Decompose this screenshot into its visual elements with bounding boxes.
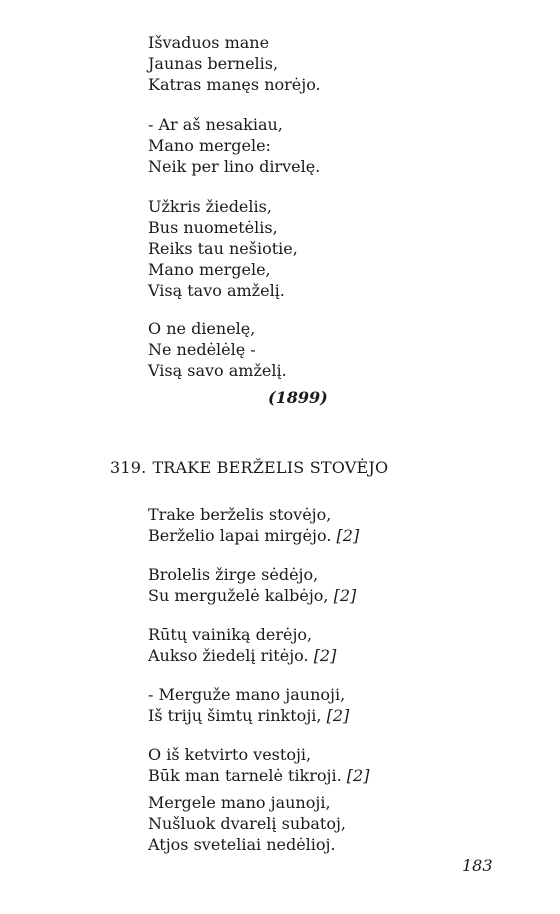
poem-stanza-4 bbox=[148, 318, 287, 381]
verse-line: Katras manęs norėjo. bbox=[148, 75, 321, 94]
song-stanza-2 bbox=[148, 564, 356, 606]
refrain-mark: [2] bbox=[313, 646, 337, 665]
verse-line: Visą tavo amželį. bbox=[148, 281, 285, 300]
page-number: 183 bbox=[462, 856, 493, 875]
verse-line: Jaunas bernelis, bbox=[148, 54, 279, 73]
poem-stanza-2 bbox=[148, 114, 320, 177]
verse-line: Nušluok dvarelį subatoj, bbox=[148, 814, 347, 833]
song-title-text: TRAKE BERŽELIS STOVĖJO bbox=[152, 458, 389, 477]
verse-line: Rūtų vainiką derėjo, bbox=[148, 625, 313, 644]
verse-line: Atjos sveteliai nedėlioj. bbox=[148, 835, 336, 854]
verse-line: Būk man tarnelė tikroji. [2] bbox=[148, 766, 370, 785]
song-stanza-5 bbox=[148, 744, 369, 786]
verse-line: Mergele mano jaunoji, bbox=[148, 793, 331, 812]
verse-line: Mano mergele: bbox=[148, 136, 271, 155]
refrain-mark: [2] bbox=[336, 526, 360, 545]
refrain-mark: [2] bbox=[346, 766, 370, 785]
verse-line: Aukso žiedelį ritėjo. [2] bbox=[148, 646, 337, 665]
verse-line: Ne nedėlėlę - bbox=[148, 340, 256, 359]
poem-stanza-3 bbox=[148, 196, 298, 301]
verse-line: Užkris žiedelis, bbox=[148, 197, 272, 216]
verse-line: - Merguže mano jaunoji, bbox=[148, 685, 346, 704]
song-stanza-3 bbox=[148, 624, 336, 666]
verse-line: Išvaduos mane bbox=[148, 33, 270, 52]
song-stanza-4 bbox=[148, 684, 349, 726]
song-title bbox=[110, 458, 388, 477]
verse-line: Visą savo amželį. bbox=[148, 361, 287, 380]
song-stanza-6 bbox=[148, 792, 346, 855]
poem-year: (1899) bbox=[268, 388, 328, 407]
refrain-mark: [2] bbox=[326, 706, 350, 725]
verse-line: Su merguželė kalbėjo, [2] bbox=[148, 586, 357, 605]
refrain-mark: [2] bbox=[333, 586, 357, 605]
verse-line: O ne dienelę, bbox=[148, 319, 256, 338]
verse-line: Mano mergele, bbox=[148, 260, 271, 279]
song-number: 319. bbox=[110, 458, 147, 477]
verse-line: - Ar aš nesakiau, bbox=[148, 115, 283, 134]
verse-line: Berželio lapai mirgėjo. [2] bbox=[148, 526, 360, 545]
verse-line: Reiks tau nešiotie, bbox=[148, 239, 298, 258]
verse-line: Trake berželis stovėjo, bbox=[148, 505, 332, 524]
poem-stanza-1 bbox=[148, 32, 321, 95]
verse-line: Neik per lino dirvelę. bbox=[148, 157, 321, 176]
verse-line: Brolelis žirge sėdėjo, bbox=[148, 565, 319, 584]
verse-line: O iš ketvirto vestoji, bbox=[148, 745, 312, 764]
verse-line: Bus nuometėlis, bbox=[148, 218, 278, 237]
song-stanza-1 bbox=[148, 504, 359, 546]
verse-line: Iš trijų šimtų rinktoji, [2] bbox=[148, 706, 350, 725]
